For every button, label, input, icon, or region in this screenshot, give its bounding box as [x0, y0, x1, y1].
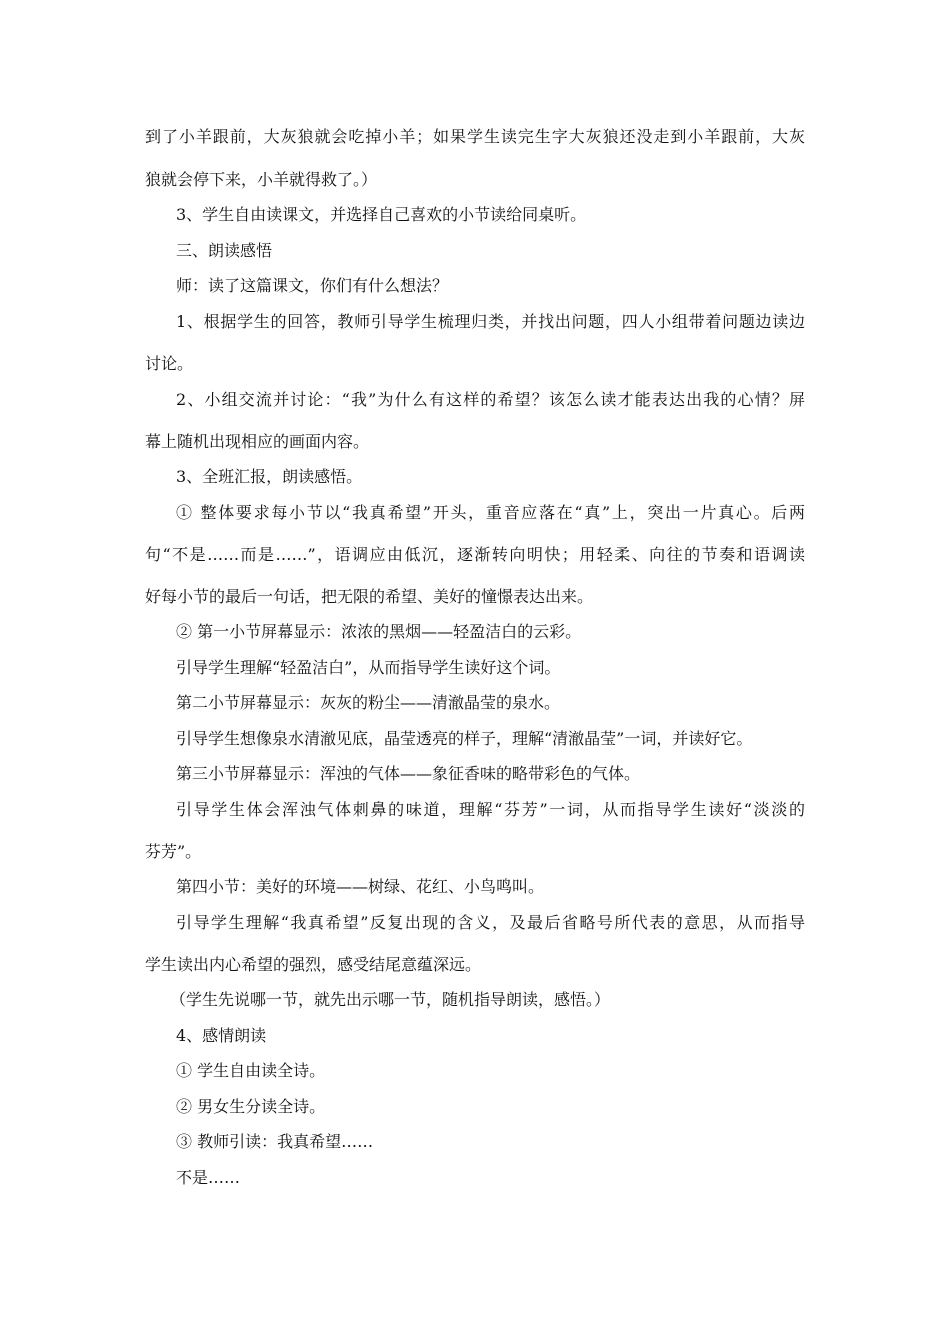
text-line: ③ 教师引读：我真希望…… — [176, 1132, 374, 1151]
text-line: 好每小节的最后一句话，把无限的希望、美好的憧憬表达出来。 — [145, 587, 594, 606]
text-line: 讨论。 — [145, 354, 194, 373]
text-line: 狼就会停下来，小羊就得救了。） — [145, 170, 378, 189]
text-line: 第二小节屏幕显示：灰灰的粉尘——清澈晶莹的泉水。 — [176, 693, 561, 712]
text-line: 幕上随机出现相应的画面内容。 — [145, 432, 370, 451]
text-line: 引导学生体会浑浊气体刺鼻的味道，理解“芬芳”一词，从而指导学生读好“淡淡的 — [176, 800, 805, 819]
text-line: 引导学生理解“我真希望”反复出现的含义，及最后省略号所代表的意思，从而指导 — [176, 913, 805, 932]
section-heading: 三、朗读感悟 — [176, 241, 273, 260]
text-line: 2、小组交流并讨论：“我”为什么有这样的希望？该怎么读才能表达出我的心情？屏 — [176, 390, 805, 409]
text-line: 引导学生理解“轻盈洁白”，从而指导学生读好这个词。 — [176, 658, 561, 677]
text-line: ② 男女生分读全诗。 — [176, 1097, 326, 1116]
text-line: 3、全班汇报，朗读感悟。 — [176, 467, 363, 486]
text-line: 3、学生自由读课文，并选择自己喜欢的小节读给同桌听。 — [176, 205, 587, 224]
text-line: 第四小节：美好的环境——树绿、花红、小鸟鸣叫。 — [176, 877, 545, 896]
text-line: 句“不是……而是……”，语调应由低沉，逐渐转向明快；用轻柔、向往的节奏和语调读 — [145, 545, 805, 564]
text-line: ① 整体要求每小节以“我真希望”开头，重音应落在“真”上，突出一片真心。后两 — [176, 503, 805, 522]
text-line: 引导学生想像泉水清澈见底，晶莹透亮的样子，理解“清澈晶莹”一词，并读好它。 — [176, 729, 753, 748]
text-line: 到了小羊跟前，大灰狼就会吃掉小羊；如果学生读完生字大灰狼还没走到小羊跟前，大灰 — [145, 127, 805, 146]
text-line: 学生读出内心希望的强烈，感受结尾意蕴深远。 — [145, 955, 482, 974]
text-line: 师：读了这篇课文，你们有什么想法？ — [176, 276, 449, 295]
text-line: 第三小节屏幕显示：浑浊的气体——象征香味的略带彩色的气体。 — [176, 764, 641, 783]
text-line: ② 第一小节屏幕显示：浓浓的黑烟——轻盈洁白的云彩。 — [176, 622, 582, 641]
text-line: 1、根据学生的回答，教师引导学生梳理归类，并找出问题，四人小组带着问题边读边 — [176, 312, 805, 331]
text-line: （学生先说哪一节，就先出示哪一节，随机指导朗读，感悟。） — [170, 990, 611, 1009]
section-heading: 4、感情朗读 — [176, 1026, 267, 1045]
text-line: 不是…… — [176, 1168, 241, 1187]
text-line: ① 学生自由读全诗。 — [176, 1061, 326, 1080]
text-line: 芬芳”。 — [145, 842, 202, 861]
